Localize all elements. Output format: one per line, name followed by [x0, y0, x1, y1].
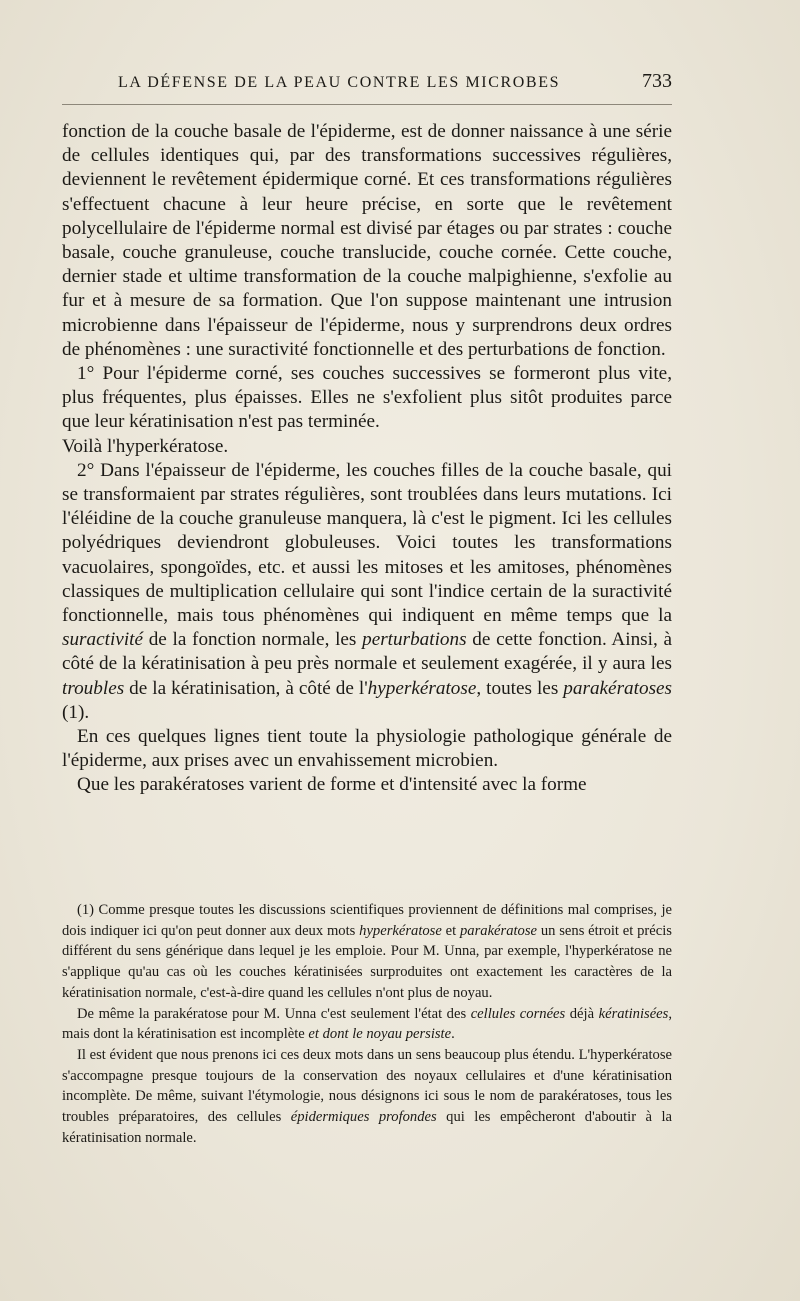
main-text	[62, 120, 672, 798]
footnote-2-term-cellules-cornees: cellules cornées	[470, 1005, 566, 1022]
paragraph-6: Que les parakératoses varient de forme et d'intensité avec la forme	[77, 774, 587, 796]
footnote-3-text-b: qui les empêcheront d'aboutir à la kératinisation normale.	[62, 1109, 673, 1146]
header-rule	[62, 104, 672, 105]
paragraph-4	[62, 459, 672, 725]
paragraph-4-text-f: (1).	[62, 701, 90, 723]
term-hyperkeratose: hyperkératose	[367, 677, 477, 699]
paragraph-4-text-d: de la kératinisation, à côté de l'	[124, 677, 368, 699]
footnote-3-text-a: Il est évident que nous prenons ici ces deux mots dans un sens beaucoup plus étendu. L'hyperkératose s'accompagne presque toujours de la conservation des noyaux cellulaires et d'une kératinisation incomplète. De même, suivant l'étymologie, nous désignons ici sous le nom de parakératoses, tous les troubles préparatoires, des cellules	[62, 1046, 672, 1126]
page-number: 733	[642, 70, 672, 92]
term-perturbations: perturbations	[362, 629, 467, 651]
footnote-1-text-c: un sens étroit et précis différent du sens générique dans lequel je les emploie. Pour M. Unna, par exemple, l'hyperkératose ne s'applique qu'au cas où les couches kératinisées surproduites ont exactement les caractères de la kératinisation normale, c'est-à-dire quand les cellules n'ont plus de noyau.	[62, 922, 672, 1001]
footnote-3	[62, 1045, 672, 1149]
paragraph-5: En ces quelques lignes tient toute la physiologie pathologique générale de l'épiderme, aux prises avec un envahissement microbien.	[62, 726, 672, 772]
footnote-1-text-b: et	[441, 922, 460, 939]
term-suractivite: suractivité	[62, 629, 143, 651]
paragraph-2: 1° Pour l'épiderme corné, ses couches successives se formeront plus vite, plus fréquentes, plus épaisses. Elles ne s'exfolient plus sitôt produites parce que leur kératinisation n'est pas terminée.	[62, 363, 672, 433]
footnote-1-text-a: (1) Comme presque toutes les discussions scientifiques proviennent de définitions mal comprises, je dois indiquer ici qu'on peut donner aux deux mots	[62, 902, 672, 939]
footnote-2-text-b: déjà	[565, 1005, 599, 1022]
footnote-1	[62, 900, 672, 1004]
term-parakeratoses: parakératoses	[563, 677, 673, 699]
footnote-2-text-d: .	[451, 1026, 455, 1043]
paragraph-4-text-e: , toutes les	[476, 677, 564, 699]
paragraph-4-text-a: 2° Dans l'épaisseur de l'épiderme, les couches filles de la couche basale, qui se transformaient par strates régulières, sont troublées dans leurs mutations. Ici l'éléidine de la couche granuleuse manquera, là c'est le pigment. Ici les cellules polyédriques deviendront globuleuses. Voici toutes les transformations vacuolaires, spongoïdes, etc. et aussi les mitoses et les amitoses, phénomènes classiques de multiplication cellulaire qui sont l'indice certain de la suractivité fonctionnelle, mais tous phénomènes qui indiquent en même temps que la	[62, 459, 672, 627]
footnote-1-term-hyperkeratose: hyperkératose	[359, 922, 442, 939]
paragraph-1: fonction de la couche basale de l'épiderme, est de donner naissance à une série de cellules identiques qui, par des transformations successives régulières, deviennent le revêtement épidermique corné. Et ces transformations régulières s'effectuent chacune à leur heure précise, en sorte que le revêtement polycellulaire de l'épiderme normal est divisé par étages ou par strates : couche basale, couche granuleuse, couche translucide, couche cornée. Cette couche, dernier stade et ultime transformation de la couche malpighienne, s'exfolie au fur et à mesure de sa formation. Que l'on suppose maintenant une intrusion microbienne dans l'épaisseur de l'épiderme, nous y surprendrons deux ordres de phénomènes : une suractivité fonctionnelle et des perturbations de fonction.	[62, 121, 672, 360]
footnote-2-term-keratinisees: kératinisées	[598, 1005, 669, 1022]
paragraph-4-text-c: de cette fonction. Ainsi, à côté de la kératinisation à peu près normale et seulement exagérée, il y aura les	[62, 629, 672, 675]
footnote-2-text-c: , mais dont la kératinisation est incomplète	[62, 1005, 672, 1043]
footnote-3-term-epidermiques-profondes: épidermiques profondes	[290, 1109, 437, 1126]
paragraph-3: Voilà l'hyperkératose.	[62, 435, 229, 457]
running-title: LA DÉFENSE DE LA PEAU CONTRE LES MICROBES	[118, 74, 561, 91]
page-header	[62, 70, 672, 93]
footnote-1-term-parakeratose: parakératose	[460, 922, 538, 939]
footnotes	[62, 900, 672, 1148]
footnote-2	[62, 1004, 672, 1045]
paragraph-4-text-b: de la fonction normale, les	[143, 629, 363, 651]
footnote-2-term-noyau-persiste: et dont le noyau persiste	[308, 1026, 452, 1043]
term-troubles: troubles	[62, 677, 125, 699]
footnote-2-text-a: De même la parakératose pour M. Unna c'est seulement l'état des	[77, 1005, 471, 1022]
